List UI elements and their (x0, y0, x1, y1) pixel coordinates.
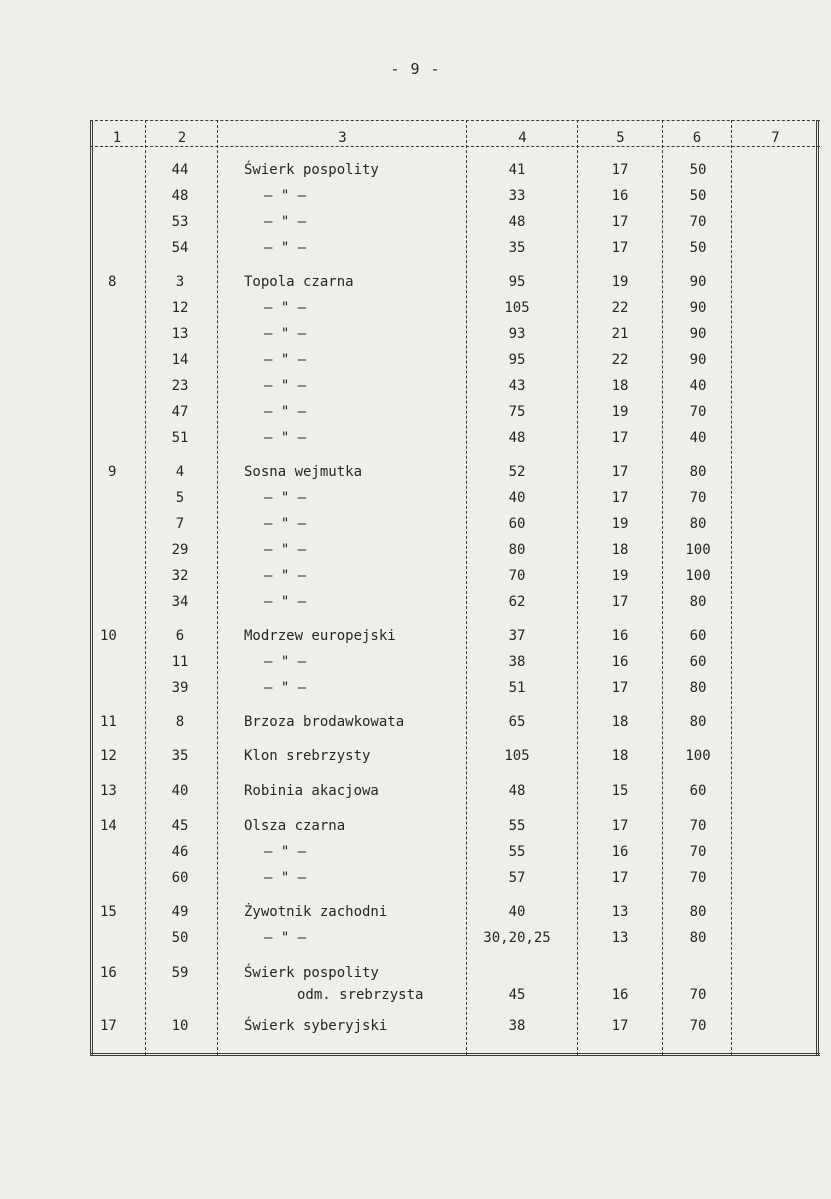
species-name: – " – (264, 188, 307, 204)
value-col-5: 18 (611, 714, 629, 730)
tree-number: 39 (171, 680, 189, 696)
species-name: – " – (264, 490, 307, 506)
value-col-5: 21 (611, 326, 629, 342)
species-name: – " – (264, 870, 307, 886)
species-name: Robinia akacjowa (244, 783, 379, 799)
species-name: – " – (264, 516, 307, 532)
species-name: – " – (264, 542, 307, 558)
column-header-4: 4 (518, 130, 527, 146)
tree-number: 12 (171, 300, 189, 316)
value-col-6: 100 (685, 568, 711, 584)
species-name: Klon srebrzysty (244, 748, 371, 764)
tree-number: 60 (171, 870, 189, 886)
tree-number: 48 (171, 188, 189, 204)
value-col-6: 70 (689, 1018, 707, 1034)
value-col-6: 60 (689, 783, 707, 799)
value-col-5: 19 (611, 404, 629, 420)
value-col-6: 70 (689, 870, 707, 886)
value-col-6: 60 (689, 654, 707, 670)
tree-number: 34 (171, 594, 189, 610)
table-row (90, 745, 820, 767)
table-row (90, 185, 820, 207)
value-col-4: 38 (508, 654, 526, 670)
table-row (90, 841, 820, 863)
value-col-4: 105 (504, 300, 530, 316)
table-row (90, 427, 820, 449)
group-number: 12 (100, 748, 117, 764)
tree-number: 14 (171, 352, 189, 368)
tree-number: 35 (171, 748, 189, 764)
table-bottom-border (90, 1053, 820, 1056)
table-row (90, 539, 820, 561)
value-col-5: 17 (611, 594, 629, 610)
value-col-4: 48 (508, 430, 526, 446)
species-name: Żywotnik zachodni (244, 904, 388, 920)
species-name: – " – (264, 930, 307, 946)
tree-number: 5 (175, 490, 185, 506)
tree-number: 7 (175, 516, 185, 532)
table-row (90, 297, 820, 319)
value-col-5: 17 (611, 490, 629, 506)
table-row (90, 237, 820, 259)
species-name: – " – (264, 214, 307, 230)
value-col-5: 17 (611, 818, 629, 834)
group-number: 14 (100, 818, 117, 834)
species-name: – " – (264, 844, 307, 860)
value-col-6: 80 (689, 516, 707, 532)
value-col-6: 90 (689, 352, 707, 368)
value-col-6: 80 (689, 930, 707, 946)
table-row (90, 271, 820, 293)
species-name: – " – (264, 430, 307, 446)
value-col-4: 51 (508, 680, 526, 696)
value-col-5: 16 (611, 654, 629, 670)
tree-number: 11 (171, 654, 189, 670)
species-name: – " – (264, 404, 307, 420)
value-col-6: 50 (689, 240, 707, 256)
species-name: – " – (264, 568, 307, 584)
tree-number: 32 (171, 568, 189, 584)
value-col-5: 22 (611, 352, 629, 368)
table-row (90, 211, 820, 233)
value-col-6: 100 (685, 542, 711, 558)
value-col-5: 16 (611, 844, 629, 860)
value-col-6: 40 (689, 430, 707, 446)
value-col-6: 50 (689, 188, 707, 204)
value-col-6: 70 (689, 404, 707, 420)
species-name-line2: odm. srebrzysta (297, 987, 424, 1003)
value-col-5: 16 (611, 188, 629, 204)
value-col-6: 80 (689, 904, 707, 920)
value-col-6: 80 (689, 594, 707, 610)
table-row (90, 780, 820, 802)
value-col-5: 17 (611, 1018, 629, 1034)
value-col-5: 17 (611, 870, 629, 886)
species-name: Świerk syberyjski (244, 1018, 388, 1034)
table-row (90, 711, 820, 733)
value-col-4: 57 (508, 870, 526, 886)
value-col-4: 40 (508, 490, 526, 506)
column-header-5: 5 (616, 130, 625, 146)
species-name: Topola czarna (244, 274, 354, 290)
value-col-6: 90 (689, 300, 707, 316)
column-header-3: 3 (338, 130, 347, 146)
tree-number: 44 (171, 162, 189, 178)
value-col-4: 55 (508, 844, 526, 860)
species-name: Świerk pospolity (244, 162, 379, 178)
tree-number: 10 (171, 1018, 189, 1034)
value-col-5: 18 (611, 378, 629, 394)
value-col-4: 65 (508, 714, 526, 730)
value-col-4: 95 (508, 352, 526, 368)
tree-number: 50 (171, 930, 189, 946)
column-header-2: 2 (177, 130, 187, 146)
table-row (90, 461, 820, 483)
value-col-6: 90 (689, 326, 707, 342)
value-col-5: 13 (611, 930, 629, 946)
value-col-4: 38 (508, 1018, 526, 1034)
group-number: 16 (100, 965, 117, 981)
tree-number: 6 (175, 628, 185, 644)
species-name: Olsza czarna (244, 818, 346, 834)
tree-number: 49 (171, 904, 189, 920)
value-col-6: 80 (689, 680, 707, 696)
value-col-4: 40 (508, 904, 526, 920)
value-col-5: 17 (611, 464, 629, 480)
value-col-6: 80 (689, 714, 707, 730)
species-name: Brzoza brodawkowata (244, 714, 405, 730)
value-col-5: 17 (611, 162, 629, 178)
column-header-1: 1 (112, 130, 122, 146)
value-col-4: 70 (508, 568, 526, 584)
tree-number: 51 (171, 430, 189, 446)
value-col-5: 18 (611, 748, 629, 764)
table-row (90, 349, 820, 371)
table-row (90, 565, 820, 587)
tree-number: 29 (171, 542, 189, 558)
group-number: 9 (108, 464, 117, 480)
value-col-6: 80 (689, 464, 707, 480)
column-header-6: 6 (692, 130, 702, 146)
group-number: 11 (100, 714, 117, 730)
table-row (90, 901, 820, 923)
table-row (90, 677, 820, 699)
value-col-4: 41 (508, 162, 526, 178)
tree-number: 23 (171, 378, 189, 394)
value-col-4: 55 (508, 818, 526, 834)
table-row (90, 375, 820, 397)
value-col-4: 43 (508, 378, 526, 394)
species-name: – " – (264, 352, 307, 368)
group-number: 13 (100, 783, 117, 799)
value-col-6: 90 (689, 274, 707, 290)
value-col-5: 17 (611, 430, 629, 446)
tree-number: 8 (175, 714, 185, 730)
value-col-4: 105 (504, 748, 530, 764)
species-name: – " – (264, 654, 307, 670)
value-col-5: 17 (611, 680, 629, 696)
value-col-5: 17 (611, 240, 629, 256)
tree-number: 53 (171, 214, 189, 230)
value-col-4: 80 (508, 542, 526, 558)
value-col-5: 13 (611, 904, 629, 920)
value-col-4: 60 (508, 516, 526, 532)
tree-number: 54 (171, 240, 189, 256)
value-col-5: 15 (611, 783, 629, 799)
tree-number: 59 (171, 965, 189, 981)
group-number: 17 (100, 1018, 117, 1034)
value-col-4: 33 (508, 188, 526, 204)
species-name: – " – (264, 300, 307, 316)
value-col-4: 95 (508, 274, 526, 290)
value-col-4: 30,20,25 (483, 930, 551, 946)
table-row (90, 651, 820, 673)
value-col-6: 70 (689, 987, 707, 1003)
value-col-6: 70 (689, 214, 707, 230)
table-row (90, 1015, 820, 1037)
value-col-5: 22 (611, 300, 629, 316)
value-col-5: 16 (611, 628, 629, 644)
table-row (90, 159, 820, 181)
tree-number: 3 (175, 274, 185, 290)
value-col-4: 45 (508, 987, 526, 1003)
species-name: – " – (264, 326, 307, 342)
value-col-6: 100 (685, 748, 711, 764)
species-name: – " – (264, 378, 307, 394)
table-row (90, 927, 820, 949)
table-row (90, 323, 820, 345)
value-col-6: 50 (689, 162, 707, 178)
tree-number: 13 (171, 326, 189, 342)
page-number: - 9 - (390, 60, 441, 78)
value-col-5: 17 (611, 214, 629, 230)
species-name: – " – (264, 240, 307, 256)
table-row (90, 487, 820, 509)
value-col-5: 18 (611, 542, 629, 558)
value-col-4: 48 (508, 214, 526, 230)
value-col-5: 19 (611, 274, 629, 290)
value-col-4: 52 (508, 464, 526, 480)
value-col-5: 19 (611, 568, 629, 584)
value-col-6: 70 (689, 844, 707, 860)
table-row (90, 591, 820, 613)
value-col-6: 70 (689, 490, 707, 506)
value-col-4: 35 (508, 240, 526, 256)
value-col-6: 60 (689, 628, 707, 644)
species-name: – " – (264, 594, 307, 610)
species-name: Sosna wejmutka (244, 464, 363, 480)
group-number: 10 (100, 628, 117, 644)
tree-number: 40 (171, 783, 189, 799)
table-top-border (90, 120, 820, 121)
value-col-5: 16 (611, 987, 629, 1003)
header-bottom-border (90, 146, 820, 147)
species-name: Świerk pospolity (244, 965, 379, 981)
tree-number: 47 (171, 404, 189, 420)
tree-number: 4 (175, 464, 185, 480)
value-col-5: 19 (611, 516, 629, 532)
table-row (90, 962, 820, 1006)
table-row (90, 513, 820, 535)
table-row (90, 401, 820, 423)
tree-number: 45 (171, 818, 189, 834)
value-col-4: 37 (508, 628, 526, 644)
species-name: – " – (264, 680, 307, 696)
group-number: 15 (100, 904, 117, 920)
value-col-6: 70 (689, 818, 707, 834)
table-row (90, 625, 820, 647)
group-number: 8 (108, 274, 117, 290)
value-col-6: 40 (689, 378, 707, 394)
column-header-7: 7 (771, 130, 780, 146)
value-col-4: 62 (508, 594, 526, 610)
value-col-4: 93 (508, 326, 526, 342)
table-row (90, 867, 820, 889)
value-col-4: 75 (508, 404, 526, 420)
table-row (90, 815, 820, 837)
tree-number: 46 (171, 844, 189, 860)
value-col-4: 48 (508, 783, 526, 799)
species-name: Modrzew europejski (244, 628, 396, 644)
